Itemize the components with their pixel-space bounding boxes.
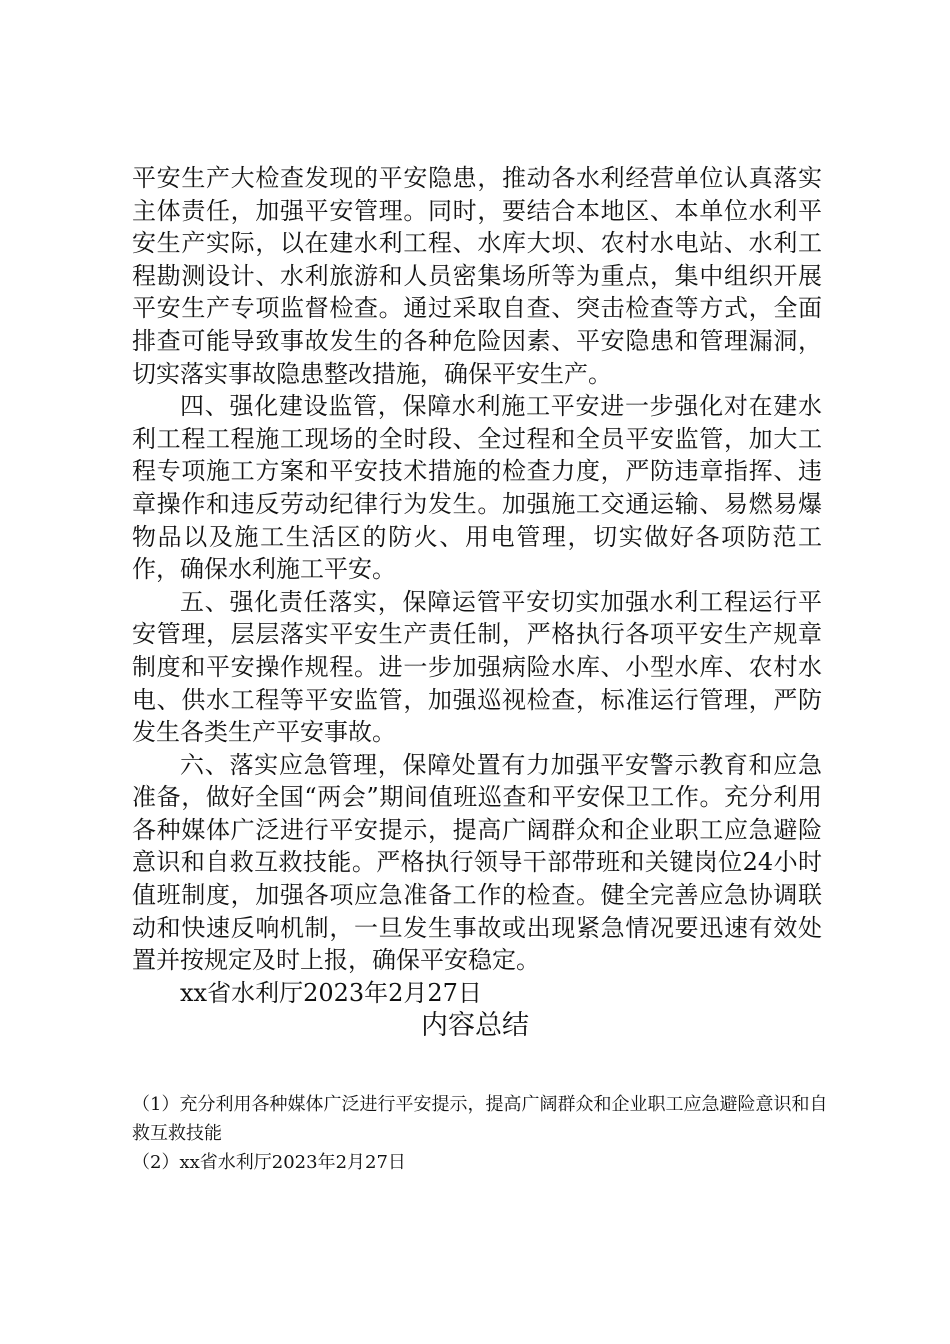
document-body — [132, 162, 822, 1009]
paragraph-section-4: 四、强化建设监管，保障水利施工平安进一步强化对在建水利工程工程施工现场的全时段、全过程和全员平安监管，加大工程专项施工方案和平安技术措施的检查力度，严防违章指挥、违章操作和违反劳动纪律行为发生。加强施工交通运输、易燃易爆物品以及施工生活区的防火、用电管理，切实做好各项防范工作，确保水利施工平安。 — [132, 392, 822, 584]
summary-title: 内容总结 — [421, 1010, 529, 1041]
paragraph-section-6: 六、落实应急管理，保障处置有力加强平安警示教育和应急准备，做好全国“两会”期间值班巡查和平安保卫工作。充分利用各种媒体广泛进行平安提示，提高广阔群众和企业职工应急避险意识和自救互救技能。严格执行领导干部带班和关键岗位24小时值班制度，加强各项应急准备工作的检查。健全完善应急协调联动和快速反响机制，一旦发生事故或出现紧急情况要迅速有效处置并按规定及时上报，确保平安稳定。 — [132, 750, 822, 975]
signature-date-line: xx省水利厅2023年2月27日 — [180, 978, 482, 1007]
summary-list — [132, 1090, 832, 1177]
summary-item-1: （1）充分利用各种媒体广泛进行平安提示，提高广阔群众和企业职工应急避险意识和自救互救技能 — [132, 1094, 828, 1144]
paragraph-continuation: 平安生产大检查发现的平安隐患，推动各水利经营单位认真落实主体责任，加强平安管理。同时，要结合本地区、本单位水利平安生产实际，以在建水利工程、水库大坝、农村水电站、水利工程勘测设计、水利旅游和人员密集场所等为重点，集中组织开展平安生产专项监督检查。通过采取自查、突击检查等方式，全面排查可能导致事故发生的各种危险因素、平安隐患和管理漏洞，切实落实事故隐患整改措施，确保平安生产。 — [132, 164, 822, 388]
summary-item-2: （2）xx省水利厅2023年2月27日 — [132, 1152, 406, 1173]
paragraph-section-5: 五、强化责任落实，保障运管平安切实加强水利工程运行平安管理，层层落实平安生产责任制，严格执行各项平安生产规章制度和平安操作规程。进一步加强病险水库、小型水库、农村水电、供水工程等平安监管，加强巡视检查，标准运行管理，严防发生各类生产平安事故。 — [132, 587, 822, 747]
